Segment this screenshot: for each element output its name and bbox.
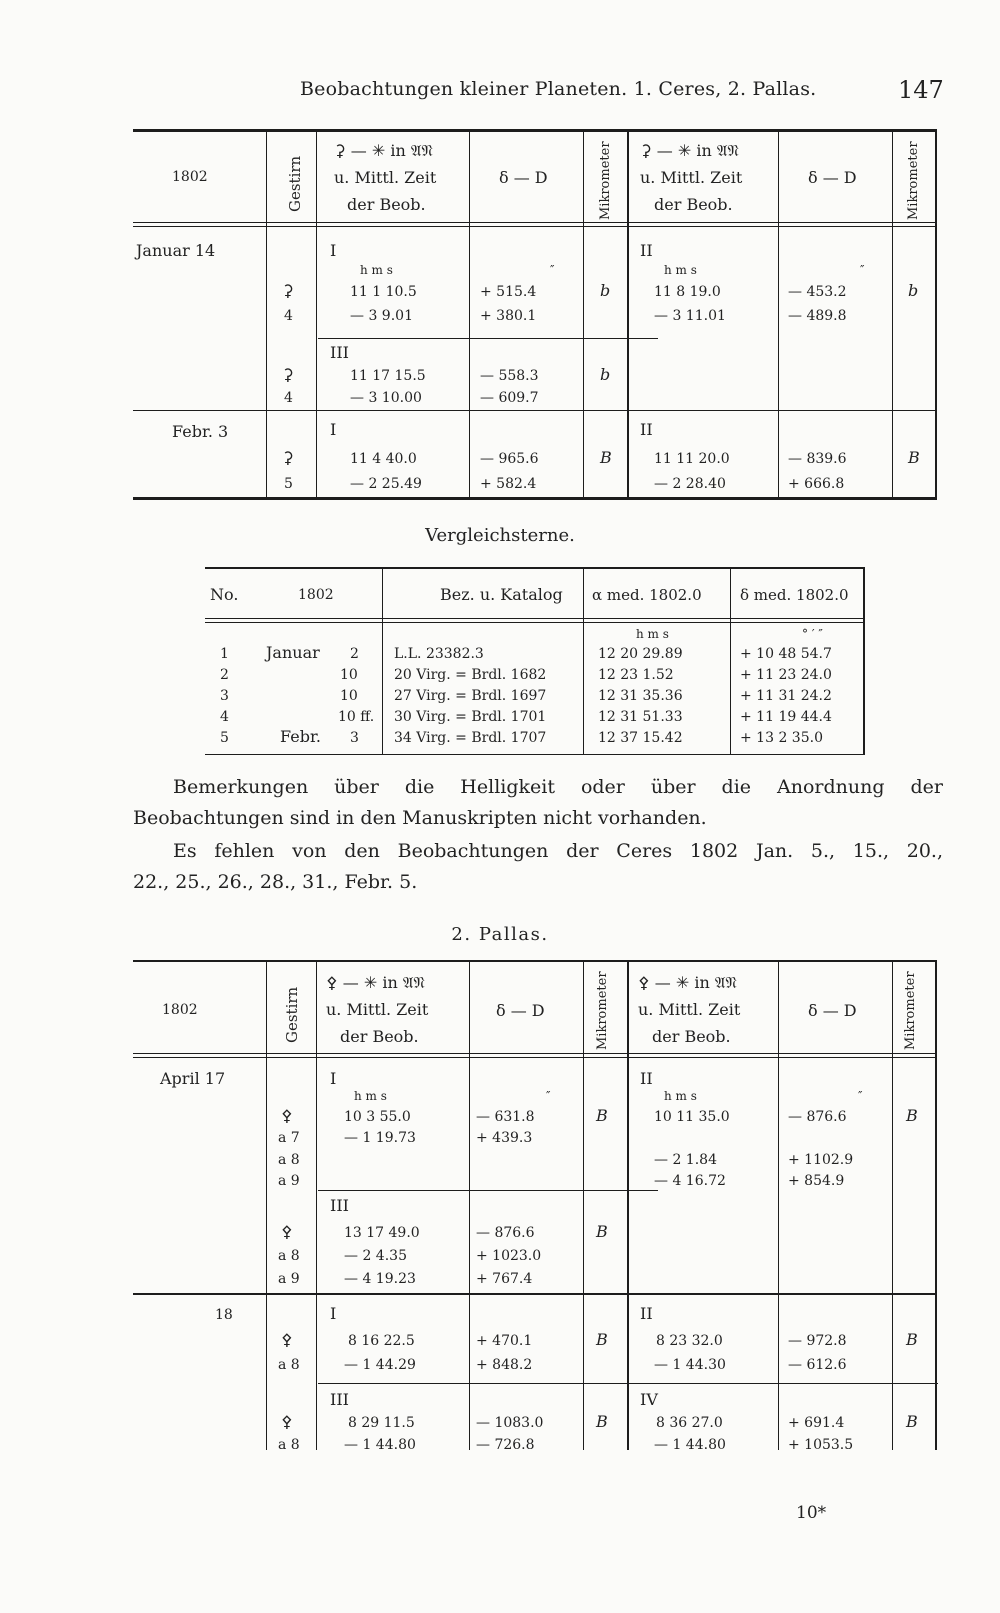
header-gestirn: Gestirn — [283, 986, 301, 1043]
gestirn-label: a 7 — [278, 1130, 300, 1146]
delta-value: — 876.6 — [476, 1225, 535, 1241]
rule — [778, 962, 779, 1450]
rule — [583, 962, 584, 1450]
time-value: — 2 28.40 — [654, 476, 726, 492]
rule — [382, 569, 383, 754]
delta-value: + 1023.0 — [476, 1248, 542, 1264]
star-day: 10 ff. — [338, 709, 375, 725]
time-value: 10 3 55.0 — [344, 1109, 411, 1125]
header-planet-line1: ⚴ — ✳ in 𝔄𝔑 — [326, 973, 425, 992]
header-planet-line1: ⚳ — ✳ in 𝔄𝔑 — [334, 141, 433, 160]
gestirn-label: a 9 — [278, 1271, 300, 1287]
micro-value: B — [906, 1106, 918, 1125]
rule — [133, 1057, 937, 1058]
time-value: — 1 44.29 — [344, 1357, 416, 1373]
star-delta: + 11 31 24.2 — [740, 688, 832, 704]
gestirn-label: a 8 — [278, 1248, 300, 1264]
rule — [316, 962, 317, 1450]
star-no: 1 — [220, 646, 229, 662]
micro-value: b — [600, 281, 611, 300]
unit-arcsec: ″ — [550, 263, 555, 277]
header-micro: Mikrometer — [598, 141, 613, 220]
units-hms: h m s — [636, 627, 669, 641]
star-day: 2 — [350, 646, 359, 662]
time-value: 11 17 15.5 — [350, 368, 426, 384]
micro-value: B — [596, 1330, 608, 1349]
star-month: Febr. — [280, 727, 321, 746]
header-no: No. — [210, 585, 239, 604]
delta-value: + 1053.5 — [788, 1437, 854, 1453]
rule — [469, 962, 470, 1450]
rule — [627, 962, 629, 1450]
micro-value: B — [596, 1412, 608, 1431]
header-delta: δ — D — [499, 168, 548, 187]
micro-value: B — [908, 448, 920, 467]
gestirn-label: a 8 — [278, 1152, 300, 1168]
running-title: Beobachtungen kleiner Planeten. 1. Ceres, 2. Pallas. — [300, 78, 817, 100]
obs-roman: III — [330, 343, 349, 362]
delta-value: + 470.1 — [476, 1333, 533, 1349]
section-title: Vergleichsterne. — [425, 525, 575, 546]
obs-roman: II — [640, 241, 653, 260]
time-value: 11 8 19.0 — [654, 284, 721, 300]
row-date: Febr. 3 — [172, 422, 229, 441]
gestirn-symbol: ⚴ — [281, 1106, 293, 1125]
delta-value: — 489.8 — [788, 308, 847, 324]
star-alpha: 12 20 29.89 — [598, 646, 683, 662]
header-katalog: Bez. u. Katalog — [440, 585, 563, 604]
star-alpha: 12 31 51.33 — [598, 709, 683, 725]
remark-line: Beobachtungen sind in den Manuskripten nicht vorhanden. — [133, 807, 707, 829]
star-delta: + 11 19 44.4 — [740, 709, 832, 725]
delta-value: — 876.6 — [788, 1109, 847, 1125]
gestirn-label: a 9 — [278, 1173, 300, 1189]
header-delta: δ — D — [808, 168, 857, 187]
delta-value: — 558.3 — [480, 368, 539, 384]
signature-mark: 10* — [796, 1503, 827, 1523]
remark-line: Es fehlen von den Beobachtungen der Ceres 1802 Jan. 5., 15., 20., — [173, 840, 943, 862]
rule — [316, 132, 317, 497]
header-planet-line2: u. Mittl. Zeit — [638, 1000, 741, 1019]
header-micro: Mikrometer — [903, 971, 918, 1050]
unit-arcsec: ″ — [858, 1089, 863, 1103]
header-year: 1802 — [298, 587, 334, 603]
rule — [935, 960, 937, 1450]
obs-roman: I — [330, 1304, 337, 1323]
star-delta: + 11 23 24.0 — [740, 667, 832, 683]
delta-value: + 439.3 — [476, 1130, 533, 1146]
delta-value: — 972.8 — [788, 1333, 847, 1349]
star-delta: + 13 2 35.0 — [740, 730, 823, 746]
star-alpha: 12 31 35.36 — [598, 688, 683, 704]
rule — [205, 567, 865, 569]
rule — [266, 962, 267, 1450]
rule — [205, 754, 865, 755]
micro-value: B — [906, 1412, 918, 1431]
gestirn-number: 5 — [284, 476, 293, 492]
rule — [133, 960, 937, 962]
star-no: 3 — [220, 688, 229, 704]
micro-value: B — [596, 1106, 608, 1125]
star-delta: + 10 48 54.7 — [740, 646, 832, 662]
obs-roman: IV — [640, 1390, 658, 1409]
gestirn-symbol: ⚳ — [282, 281, 294, 300]
unit-arcsec: ″ — [546, 1089, 551, 1103]
header-year: 1802 — [162, 1002, 198, 1018]
time-value: 11 4 40.0 — [350, 451, 417, 467]
header-planet-line2: u. Mittl. Zeit — [334, 168, 437, 187]
gestirn-number: 4 — [284, 308, 293, 324]
time-value: — 3 10.00 — [350, 390, 422, 406]
rule — [583, 132, 584, 497]
delta-value: — 1083.0 — [476, 1415, 544, 1431]
delta-value: — 726.8 — [476, 1437, 535, 1453]
units-dms: ° ′ ″ — [802, 627, 823, 641]
time-value: 8 36 27.0 — [656, 1415, 723, 1431]
delta-value: + 515.4 — [480, 284, 537, 300]
header-planet-line1: ⚳ — ✳ in 𝔄𝔑 — [640, 141, 739, 160]
star-no: 2 — [220, 667, 229, 683]
header-planet-line3: der Beob. — [654, 195, 733, 214]
gestirn-number: 4 — [284, 390, 293, 406]
time-value: — 3 11.01 — [654, 308, 726, 324]
header-planet-line2: u. Mittl. Zeit — [326, 1000, 429, 1019]
units-hms: h m s — [664, 1089, 697, 1103]
units-hms: h m s — [664, 263, 697, 277]
micro-value: B — [596, 1222, 608, 1241]
rule — [133, 497, 937, 500]
rule — [627, 132, 629, 497]
time-value: — 1 19.73 — [344, 1130, 416, 1146]
remark-line: Bemerkungen über die Helligkeit oder über die Anordnung der — [173, 776, 943, 798]
header-micro: Mikrometer — [595, 971, 610, 1050]
star-katalog: L.L. 23382.3 — [394, 646, 484, 662]
delta-value: + 1102.9 — [788, 1152, 854, 1168]
star-katalog: 20 Virg. = Brdl. 1682 — [394, 667, 547, 683]
micro-value: B — [600, 448, 612, 467]
time-value: 11 11 20.0 — [654, 451, 730, 467]
star-no: 5 — [220, 730, 229, 746]
time-value: — 1 44.30 — [654, 1357, 726, 1373]
delta-value: — 965.6 — [480, 451, 539, 467]
delta-value: + 767.4 — [476, 1271, 533, 1287]
obs-roman: II — [640, 1304, 653, 1323]
star-katalog: 27 Virg. = Brdl. 1697 — [394, 688, 547, 704]
delta-value: — 453.2 — [788, 284, 847, 300]
delta-value: + 848.2 — [476, 1357, 533, 1373]
time-value: — 1 44.80 — [654, 1437, 726, 1453]
header-planet-line1: ⚴ — ✳ in 𝔄𝔑 — [638, 973, 737, 992]
row-date: Januar 14 — [136, 241, 216, 260]
header-planet-line3: der Beob. — [652, 1027, 731, 1046]
header-delta: δ med. 1802.0 — [740, 586, 849, 604]
rule — [205, 618, 865, 619]
row-date: April 17 — [160, 1069, 226, 1088]
remark-paragraph-1 — [133, 772, 943, 834]
section-title: 2. Pallas. — [451, 924, 549, 945]
remark-paragraph-2 — [133, 836, 943, 898]
row-date: 18 — [215, 1307, 233, 1323]
obs-roman: II — [640, 1069, 653, 1088]
header-planet-line3: der Beob. — [347, 195, 426, 214]
obs-roman: II — [640, 420, 653, 439]
rule — [863, 567, 865, 755]
star-day: 10 — [340, 688, 358, 704]
gestirn-symbol: ⚴ — [281, 1330, 293, 1349]
obs-roman: III — [330, 1196, 349, 1215]
delta-value: — 609.7 — [480, 390, 539, 406]
rule — [205, 622, 865, 623]
rule — [318, 338, 658, 339]
gestirn-symbol: ⚴ — [281, 1222, 293, 1241]
delta-value: — 839.6 — [788, 451, 847, 467]
obs-roman: I — [330, 420, 337, 439]
header-gestirn: Gestirn — [286, 155, 304, 212]
unit-arcsec: ″ — [860, 263, 865, 277]
star-month: Januar — [266, 643, 320, 662]
header-planet-line2: u. Mittl. Zeit — [640, 168, 743, 187]
rule — [266, 132, 267, 497]
time-value: — 4 19.23 — [344, 1271, 416, 1287]
delta-value: — 612.6 — [788, 1357, 847, 1373]
header-year: 1802 — [172, 169, 208, 185]
star-alpha: 12 23 1.52 — [598, 667, 674, 683]
micro-value: b — [600, 365, 611, 384]
time-value: — 2 25.49 — [350, 476, 422, 492]
time-value: 13 17 49.0 — [344, 1225, 420, 1241]
rule — [133, 226, 937, 227]
rule — [133, 1293, 937, 1295]
star-katalog: 34 Virg. = Brdl. 1707 — [394, 730, 547, 746]
rule — [730, 569, 731, 754]
rule — [892, 132, 893, 497]
rule — [469, 132, 470, 497]
time-value: — 1 44.80 — [344, 1437, 416, 1453]
rule — [892, 962, 893, 1450]
star-day: 3 — [350, 730, 359, 746]
units-hms: h m s — [354, 1089, 387, 1103]
gestirn-symbol: ⚳ — [282, 448, 294, 467]
obs-roman: I — [330, 1069, 337, 1088]
delta-value: + 666.8 — [788, 476, 845, 492]
rule — [133, 129, 937, 132]
time-value: — 2 1.84 — [654, 1152, 717, 1168]
header-delta: δ — D — [808, 1001, 857, 1020]
page-number: 147 — [898, 76, 944, 104]
rule — [778, 132, 779, 497]
rule — [318, 1190, 658, 1191]
star-katalog: 30 Virg. = Brdl. 1701 — [394, 709, 547, 725]
obs-roman: I — [330, 241, 337, 260]
rule — [133, 222, 937, 223]
time-value: — 3 9.01 — [350, 308, 413, 324]
micro-value: b — [908, 281, 919, 300]
units-hms: h m s — [360, 263, 393, 277]
delta-value: + 582.4 — [480, 476, 537, 492]
time-value: — 2 4.35 — [344, 1248, 407, 1264]
time-value: 10 11 35.0 — [654, 1109, 730, 1125]
delta-value: + 854.9 — [788, 1173, 845, 1189]
time-value: — 4 16.72 — [654, 1173, 726, 1189]
header-alpha: α med. 1802.0 — [592, 586, 702, 604]
delta-value: — 631.8 — [476, 1109, 535, 1125]
star-day: 10 — [340, 667, 358, 683]
time-value: 8 23 32.0 — [656, 1333, 723, 1349]
micro-value: B — [906, 1330, 918, 1349]
header-delta: δ — D — [496, 1001, 545, 1020]
gestirn-label: a 8 — [278, 1437, 300, 1453]
time-value: 8 29 11.5 — [348, 1415, 415, 1431]
rule — [133, 410, 937, 411]
delta-value: + 380.1 — [480, 308, 537, 324]
delta-value: + 691.4 — [788, 1415, 845, 1431]
gestirn-symbol: ⚳ — [282, 365, 294, 384]
obs-roman: III — [330, 1390, 349, 1409]
star-no: 4 — [220, 709, 229, 725]
time-value: 11 1 10.5 — [350, 284, 417, 300]
rule — [133, 1053, 937, 1054]
header-planet-line3: der Beob. — [340, 1027, 419, 1046]
gestirn-label: a 8 — [278, 1357, 300, 1373]
header-micro: Mikrometer — [906, 141, 921, 220]
rule — [583, 569, 584, 754]
rule — [935, 129, 937, 500]
time-value: 8 16 22.5 — [348, 1333, 415, 1349]
star-alpha: 12 37 15.42 — [598, 730, 683, 746]
gestirn-symbol: ⚴ — [281, 1412, 293, 1431]
remark-line: 22., 25., 26., 28., 31., Febr. 5. — [133, 871, 418, 893]
